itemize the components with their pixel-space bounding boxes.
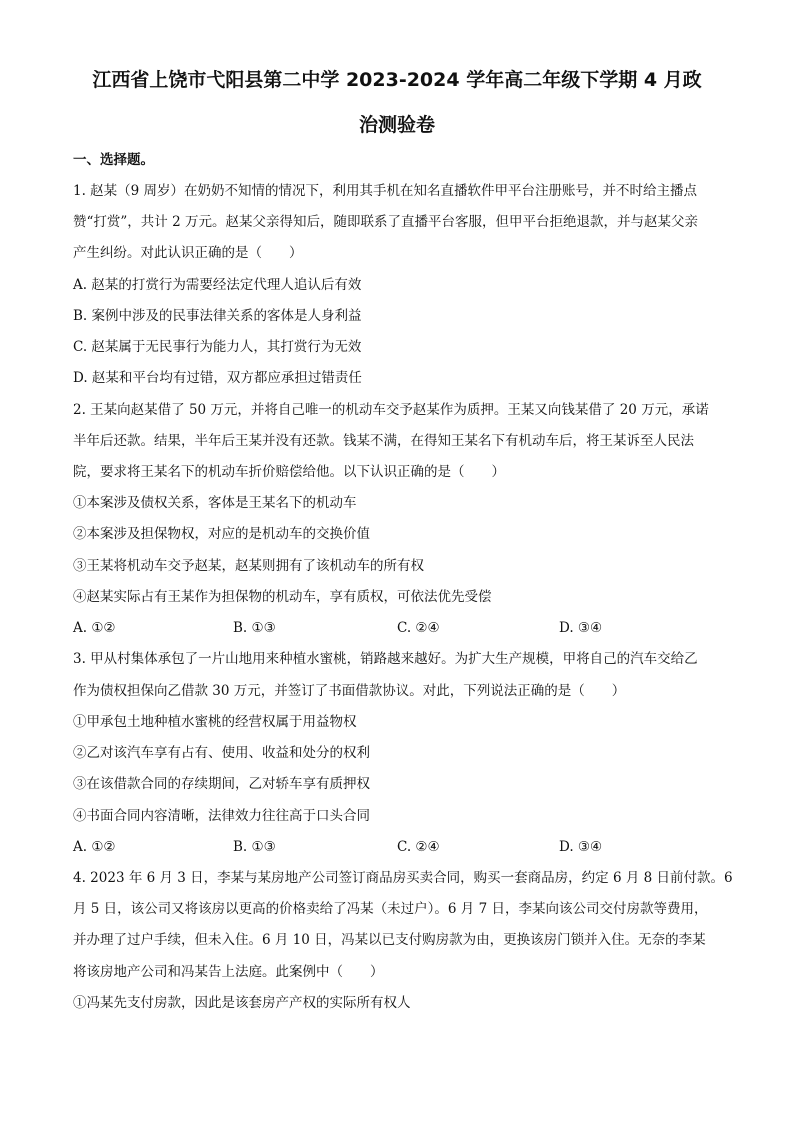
q2-statement-1: ①本案涉及债权关系，客体是王某名下的机动车 (73, 495, 357, 511)
q2-statement-2: ②本案涉及担保物权，对应的是机动车的交换价值 (73, 526, 370, 542)
q3-stem-line-2: 作为债权担保向乙借款 30 万元，并签订了书面借款协议。对此，下列说法正确的是（ ） (73, 683, 626, 699)
q1-stem-line-2: 赞“打赏”，共计 2 万元。赵某父亲得知后，随即联系了直播平台客服，但甲平台拒绝退款，并与赵某父亲 (73, 214, 698, 230)
q3-statement-1: ①甲承包土地种植水蜜桃的经营权属于用益物权 (73, 714, 357, 730)
q4-statement-1: ①冯某先支付房款，因此是该套房产产权的实际所有权人 (73, 995, 411, 1011)
q3-options-row (73, 837, 733, 857)
q1-stem-line-3: 产生纠纷。对此认识正确的是（ ） (73, 245, 303, 261)
q1-option-d: D. 赵某和平台均有过错，双方都应承担过错责任 (73, 370, 362, 386)
q4-stem-line-4: 将该房地产公司和冯某告上法庭。此案例中（ ） (73, 964, 384, 980)
q2-stem-line-1: 2. 王某向赵某借了 50 万元，并将自己唯一的机动车交予赵某作为质押。王某又向钱某借了 20 万元，承诺 (73, 402, 709, 418)
q3-statement-2: ②乙对该汽车享有占有、使用、收益和处分的权利 (73, 745, 370, 761)
q2-option-a: A. ①② (73, 620, 116, 636)
q3-statement-3: ③在该借款合同的存续期间，乙对轿车享有质押权 (73, 776, 370, 792)
q2-statement-4: ④赵某实际占有王某作为担保物的机动车，享有质权，可依法优先受偿 (73, 589, 492, 605)
q4-stem-line-1: 4. 2023 年 6 月 3 日，李某与某房地产公司签订商品房买卖合同，购买一套商品房，约定 6 月 8 日前付款。6 (73, 870, 733, 886)
document-title-line-2: 治测验卷 (358, 114, 435, 136)
q2-statement-3: ③王某将机动车交予赵某，赵某则拥有了该机动车的所有权 (73, 558, 424, 574)
document-title-line-1: 江西省上饶市弋阳县第二中学 2023-2024 学年高二年级下学期 4 月政 (92, 69, 702, 91)
q3-stem-line-1: 3. 甲从村集体承包了一片山地用来种植水蜜桃，销路越来越好。为扩大生产规模，甲将自己的汽车交给乙 (73, 651, 698, 667)
q3-option-c: C. ②④ (397, 839, 440, 855)
q4-stem-line-2: 月 5 日，该公司又将该房以更高的价格卖给了冯某（未过户）。6 月 7 日，李某向该公司交付房款等费用， (73, 901, 708, 917)
q3-option-a: A. ①② (73, 839, 116, 855)
q2-option-d: D. ③④ (559, 620, 603, 636)
q4-stem-line-3: 并办理了过户手续，但未入住。6 月 10 日，冯某以已支付购房款为由，更换该房门锁并入住。无奈的李某 (73, 932, 706, 948)
q1-option-b: B. 案例中涉及的民事法律关系的客体是人身利益 (73, 308, 362, 324)
q2-options-row (73, 618, 733, 638)
q3-option-d: D. ③④ (559, 839, 603, 855)
q2-stem-line-2: 半年后还款。结果，半年后王某并没有还款。钱某不满，在得知王某名下有机动车后，将王某诉至人民法 (73, 433, 694, 449)
q3-statement-4: ④书面合同内容清晰，法律效力往往高于口头合同 (73, 808, 370, 824)
q3-option-b: B. ①③ (233, 839, 276, 855)
q2-option-b: B. ①③ (233, 620, 276, 636)
q1-option-a: A. 赵某的打赏行为需要经法定代理人追认后有效 (73, 277, 362, 293)
q2-stem-line-3: 院，要求将王某名下的机动车折价赔偿给他。以下认识正确的是（ ） (73, 464, 505, 480)
section-heading: 一、选择题。 (73, 152, 154, 168)
q2-option-c: C. ②④ (397, 620, 440, 636)
q1-option-c: C. 赵某属于无民事行为能力人，其打赏行为无效 (73, 339, 362, 355)
q1-stem-line-1: 1. 赵某（9 周岁）在奶奶不知情的情况下，利用其手机在知名直播软件甲平台注册账号，并不时给主播点 (73, 183, 698, 199)
